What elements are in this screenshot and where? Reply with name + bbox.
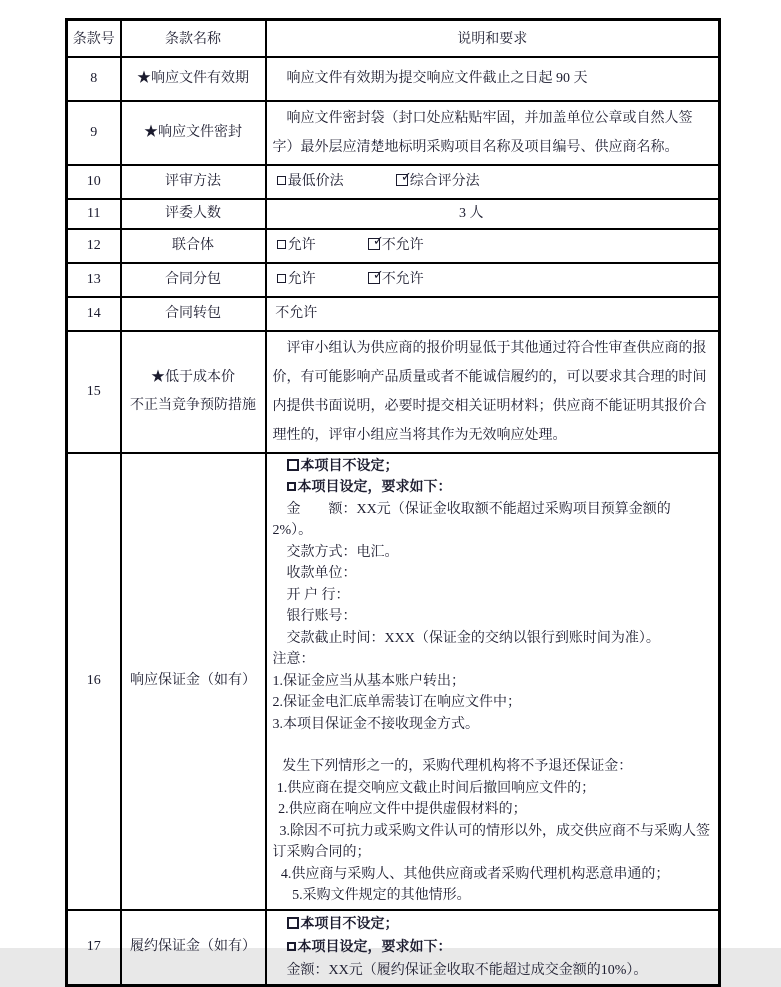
- clause-number: 9: [67, 101, 121, 165]
- table-row: [67, 263, 720, 297]
- clause-description: [266, 297, 720, 331]
- checkbox-unchecked-icon: [277, 176, 286, 185]
- table-header-row: [67, 20, 720, 57]
- line-text: 收款单位：: [286, 566, 357, 581]
- checkbox-unchecked-icon: [287, 942, 296, 951]
- checkbox-option: [396, 174, 480, 189]
- centered-value: 3 人: [459, 205, 484, 221]
- text-line: [273, 542, 711, 564]
- line-text: 交款截止时间：XXX（保证金的交纳以银行到账时间为准）。: [286, 630, 660, 646]
- line-text: 2.保证金电汇底单需装订在响应文件中；: [272, 695, 521, 710]
- text-line: [273, 104, 711, 162]
- text-line: [273, 959, 711, 982]
- text-line: [273, 477, 711, 499]
- clause-number: 13: [67, 263, 121, 297]
- checkbox-checked-icon: [396, 174, 408, 186]
- checkbox-checked-icon: [368, 272, 380, 284]
- line-text: 不允许: [275, 305, 318, 321]
- clause-number: 11: [67, 199, 121, 229]
- checkbox-unchecked-icon: [277, 274, 286, 283]
- clause-description: [266, 453, 720, 910]
- clause-name: [121, 57, 266, 101]
- clause-number: 8: [67, 57, 121, 101]
- text-line: [273, 628, 711, 650]
- clause-name-line: 评审方法: [165, 173, 221, 189]
- checkbox-label: 允许: [287, 271, 316, 287]
- text-line: [273, 563, 711, 585]
- clause-name: [121, 101, 266, 165]
- checkbox-option: [368, 238, 424, 253]
- checkbox-option: [368, 272, 424, 287]
- text-line: [273, 936, 711, 959]
- clause-description: [266, 910, 720, 986]
- checkbox-checked-icon: [287, 917, 299, 929]
- text-line: [273, 778, 711, 800]
- clause-number: 16: [67, 453, 121, 910]
- checkbox-checked-icon: [287, 459, 299, 471]
- checkbox-checked-icon: [368, 238, 380, 250]
- clause-number: 14: [67, 297, 121, 331]
- line-text: 2.供应商在响应文件中提供虚假材料的；: [278, 802, 527, 817]
- checkbox-label: 允许: [287, 237, 316, 253]
- text-line: [273, 606, 711, 628]
- line-text: 银行账号：: [286, 609, 357, 624]
- clause-description: [266, 229, 720, 263]
- table-row: [67, 331, 720, 453]
- line-text: 响应文件有效期为提交响应文件截止之日起 90 天: [286, 71, 588, 86]
- line-text: 3.本项目保证金不接收现金方式。: [272, 716, 479, 732]
- col-header-clause-name: 条款名称: [121, 20, 266, 57]
- table-row: [67, 101, 720, 165]
- text-line: [273, 304, 711, 324]
- line-text: 本项目设定，要求如下：: [297, 939, 452, 955]
- text-line: [273, 735, 711, 756]
- col-header-description: 说明和要求: [266, 20, 720, 57]
- line-text: 本项目不设定；: [300, 916, 399, 932]
- clause-name-line: 响应保证金（如有）: [130, 673, 256, 688]
- clause-name-line: 履约保证金（如有）: [130, 939, 256, 954]
- table-body: [67, 57, 720, 986]
- line-text: 评审小组认为供应商的报价明显低于其他通过符合性审查供应商的报价，有可能影响产品质量或者不能诚信履约的，可以要求其合理的时间内提供书面说明，必要时提交相关证明材料；供应商不能证明其报价合理性的，评审小组应当将其作为无效响应处理。: [272, 340, 707, 443]
- checkbox-label: 不允许: [381, 237, 424, 253]
- clause-name-line: ★响应文件有效期: [137, 70, 249, 86]
- clause-name: [121, 331, 266, 453]
- col-header-clause-number: 条款号: [67, 20, 121, 57]
- line-text: 金 额：XX元（保证金收取额不能超过采购项目预算金额的2%）。: [272, 501, 671, 538]
- table-row: [67, 57, 720, 101]
- line-text: 开 户 行：: [286, 587, 350, 603]
- text-line: [273, 799, 711, 821]
- checkbox-option: [277, 238, 316, 253]
- checkbox-label: 综合评分法: [409, 173, 480, 189]
- checkbox-label: 最低价法: [287, 173, 344, 189]
- table-row: [67, 910, 720, 986]
- line-text: 1.保证金应当从基本账户转出；: [272, 673, 465, 689]
- line-text: 注意：: [272, 652, 315, 667]
- text-line: [273, 714, 711, 736]
- clause-name: [121, 165, 266, 199]
- line-text: 1.供应商在提交响应文截止时间后撤回响应文件的；: [276, 780, 596, 796]
- table-row: [67, 199, 720, 229]
- table-row: [67, 229, 720, 263]
- text-line: [273, 821, 711, 864]
- line-text: 响应文件密封袋（封口处应粘贴牢固，并加盖单位公章或自然人签字）最外层应清楚地标明采购项目名称及项目编号、供应商名称。: [272, 110, 693, 155]
- line-text: 3.除因不可抗力或采购文件认可的情形以外，成交供应商不与采购人签订采购合同的；: [272, 823, 710, 860]
- text-line: [273, 649, 711, 671]
- clauses-table: [65, 18, 721, 987]
- text-line: [273, 885, 711, 907]
- text-line: [273, 499, 711, 542]
- clause-name-line: ★响应文件密封: [144, 124, 242, 140]
- clause-name: [121, 910, 266, 986]
- clause-number: 10: [67, 165, 121, 199]
- clause-number: 15: [67, 331, 121, 453]
- line-text: 本项目不设定；: [300, 458, 399, 474]
- line-text: 4.供应商与采购人、其他供应商或者采购代理机构恶意串通的；: [280, 866, 670, 882]
- clause-description: [266, 101, 720, 165]
- checkbox-options: [273, 172, 711, 192]
- clause-name-line: 不正当竞争预防措施: [130, 397, 256, 413]
- text-line: [273, 913, 711, 936]
- text-line: [273, 456, 711, 478]
- checkbox-label: 不允许: [381, 271, 424, 287]
- clause-name: [121, 229, 266, 263]
- clause-description: [266, 165, 720, 199]
- line-text: 5.采购文件规定的其他情形。: [292, 888, 471, 903]
- clause-description: [266, 331, 720, 453]
- line-text: 交款方式：电汇。: [286, 544, 399, 560]
- checkbox-options: [273, 236, 711, 256]
- clause-name-line: 合同分包: [165, 271, 221, 287]
- text-line: [273, 864, 711, 886]
- table-row: [67, 165, 720, 199]
- checkbox-unchecked-icon: [287, 482, 296, 491]
- clause-name: [121, 297, 266, 331]
- text-line: [273, 756, 711, 778]
- clause-name-line: 评委人数: [165, 205, 221, 221]
- table-row: [67, 297, 720, 331]
- text-line: [273, 334, 711, 450]
- checkbox-option: [277, 272, 316, 287]
- clause-number: 12: [67, 229, 121, 263]
- clause-description: [266, 57, 720, 101]
- line-text: 金额：XX元（履约保证金收取不能超过成交金额的10%）。: [286, 962, 648, 978]
- clause-description: [266, 263, 720, 297]
- text-line: [273, 692, 711, 714]
- text-line: [273, 585, 711, 607]
- clause-name-line: 联合体: [172, 237, 214, 253]
- table-row: [67, 453, 720, 910]
- clause-name-line: ★低于成本价: [151, 369, 235, 385]
- text-line: [273, 671, 711, 693]
- line-text: 本项目设定，要求如下：: [297, 480, 452, 495]
- clause-name-line: 合同转包: [165, 305, 221, 321]
- clause-name: [121, 453, 266, 910]
- clause-number: 17: [67, 910, 121, 986]
- clause-description: [266, 199, 720, 229]
- text-line: [273, 64, 711, 93]
- clause-name: [121, 199, 266, 229]
- checkbox-options: [273, 270, 711, 290]
- checkbox-option: [277, 174, 344, 189]
- clause-name: [121, 263, 266, 297]
- line-text: 发生下列情形之一的，采购代理机构将不予退还保证金：: [282, 759, 633, 774]
- checkbox-unchecked-icon: [277, 240, 286, 249]
